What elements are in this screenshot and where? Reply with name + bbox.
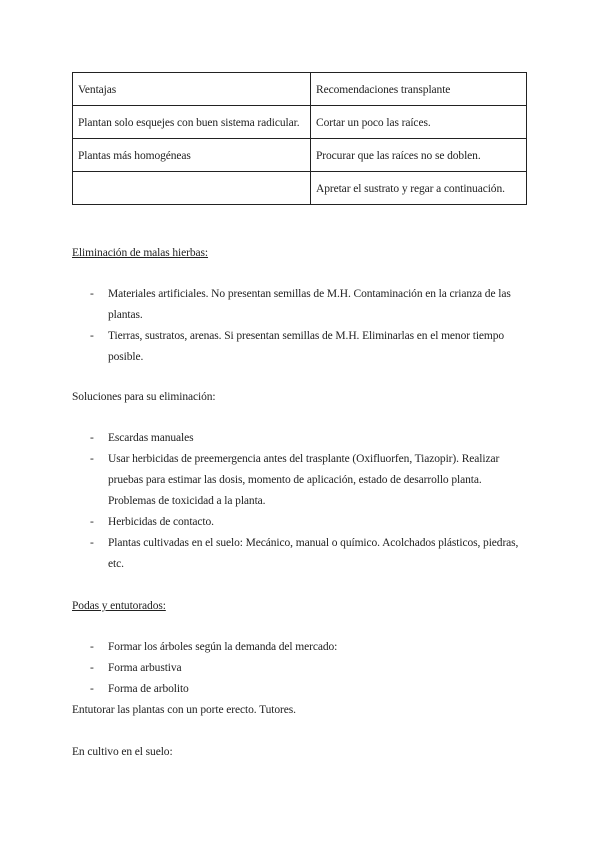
list-item: - Forma de arbolito (90, 679, 530, 700)
solutions-list (90, 428, 530, 575)
list-item: - Forma arbustiva (90, 658, 530, 679)
weeds-list (90, 284, 530, 368)
advantages-table (72, 72, 527, 205)
section-heading-weeds: Eliminación de malas hierbas: (72, 247, 209, 259)
table-row (73, 139, 527, 172)
table-cell: Plantan solo esquejes con buen sistema radicular. (73, 106, 311, 139)
section-heading-solutions: Soluciones para su eliminación: (72, 391, 216, 403)
table-header-cell: Ventajas (73, 73, 311, 106)
section-heading-soil-culture: En cultivo en el suelo: (72, 746, 173, 758)
table-header-row (73, 73, 527, 106)
table-row (73, 106, 527, 139)
list-item: - Plantas cultivadas en el suelo: Mecánico, manual o químico. Acolchados plásticos, piedras, etc. (90, 533, 530, 575)
list-item: - Formar los árboles según la demanda del mercado: (90, 637, 530, 658)
table-row (73, 172, 527, 205)
pruning-list (90, 637, 530, 700)
list-item: - Materiales artificiales. No presentan semillas de M.H. Contaminación en la crianza de las plantas. (90, 284, 530, 326)
list-item: - Herbicidas de contacto. (90, 512, 530, 533)
table-header-cell: Recomendaciones transplante (311, 73, 527, 106)
section-heading-pruning: Podas y entutorados: (72, 600, 166, 612)
list-item: - Usar herbicidas de preemergencia antes del trasplante (Oxifluorfen, Tiazopir). Realizar pruebas para estimar las dosis, momento de aplicación, estado de desarrollo planta. Problemas de toxicidad a la planta. (90, 449, 530, 512)
table-cell: Apretar el sustrato y regar a continuación. (311, 172, 527, 205)
list-item: - Escardas manuales (90, 428, 530, 449)
table-cell: Cortar un poco las raíces. (311, 106, 527, 139)
list-item: - Tierras, sustratos, arenas. Si presentan semillas de M.H. Eliminarlas en el menor tiempo posible. (90, 326, 530, 368)
table-cell: Procurar que las raíces no se doblen. (311, 139, 527, 172)
table-cell: Plantas más homogéneas (73, 139, 311, 172)
pruning-note: Entutorar las plantas con un porte erecto. Tutores. (72, 704, 296, 716)
table-cell (73, 172, 311, 205)
